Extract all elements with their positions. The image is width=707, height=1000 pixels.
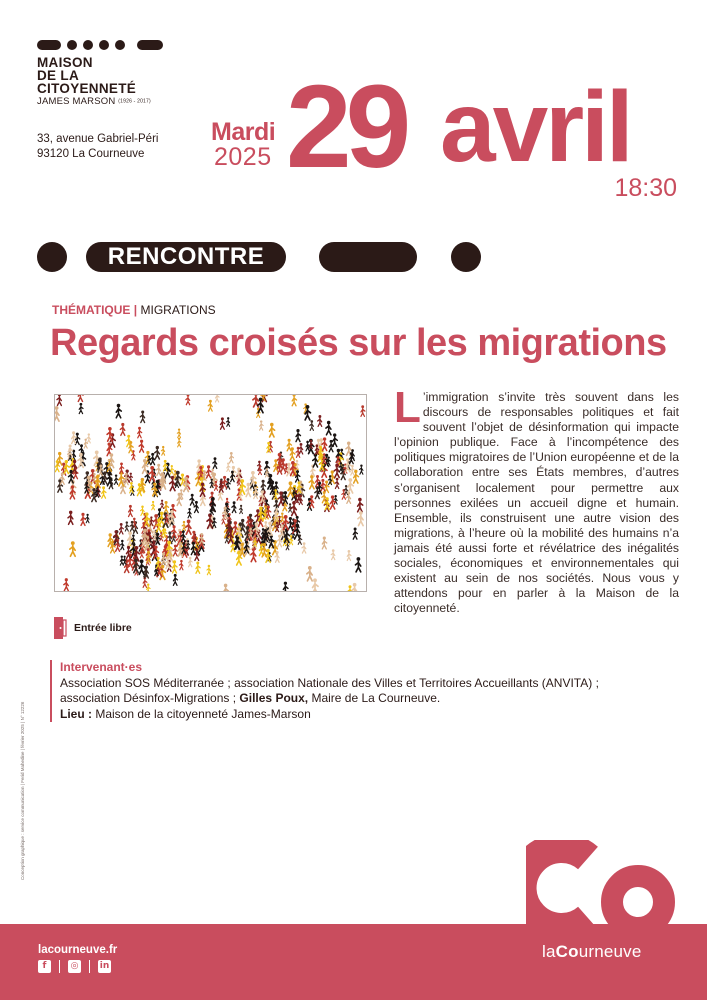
facebook-icon[interactable]: f [38, 960, 51, 973]
event-day: 29 [286, 61, 406, 193]
speaker-name: Gilles Poux, [239, 691, 309, 705]
walking-figure [226, 417, 229, 426]
walking-figure [313, 453, 318, 467]
walking-figure [115, 475, 119, 485]
walking-figure [221, 417, 225, 429]
walking-figure [151, 501, 154, 510]
walking-figure [333, 433, 338, 446]
website-link[interactable]: lacourneuve.fr [38, 944, 118, 956]
walking-figure [347, 550, 351, 560]
speakers-line-2: association Désinfox-Migrations ; Gilles Poux, Maire de La Courneuve. [60, 691, 441, 705]
walking-figure [358, 498, 363, 512]
walking-figure [116, 404, 121, 418]
walking-figure [178, 438, 181, 447]
walking-figure [79, 403, 83, 414]
walking-figure [305, 405, 310, 420]
walking-figure [173, 545, 177, 556]
walking-figure [160, 475, 165, 489]
walking-figure [251, 471, 256, 486]
design-credit: Conception graphique : service communication | Ferid Mahedine | février 2025 | N° 12226 [20, 701, 25, 880]
address [37, 132, 158, 162]
walking-figure [160, 565, 165, 580]
thematique-separator: | [133, 303, 138, 317]
walking-figure [130, 482, 134, 493]
walking-figure [280, 512, 284, 522]
walking-figure [175, 471, 180, 486]
thematique-label: THÉMATIQUE [52, 303, 131, 317]
walking-figure [331, 549, 335, 559]
walking-figure [123, 556, 126, 565]
walking-figure [230, 452, 234, 463]
walking-figure [57, 395, 61, 405]
event-time: 18:30 [614, 174, 677, 202]
walking-figure [75, 433, 79, 445]
social-links [38, 960, 111, 973]
walking-figure [130, 521, 134, 531]
walking-figure [126, 546, 131, 559]
walking-figure [177, 428, 180, 437]
walking-figure [188, 508, 192, 518]
walking-figure [213, 517, 217, 527]
walking-figure [330, 495, 335, 509]
walking-figure [335, 478, 339, 489]
event-type-label: RENCONTRE [107, 243, 265, 270]
walking-figure [283, 582, 288, 592]
walking-figure [354, 470, 359, 483]
walking-figure [213, 457, 217, 468]
walking-figure [108, 533, 113, 546]
walking-figure [86, 514, 89, 523]
walking-figure [267, 506, 271, 518]
walking-figure [310, 420, 314, 430]
walking-figure [190, 494, 194, 505]
walking-figure [307, 566, 312, 581]
event-type-pill [86, 242, 286, 272]
walking-figure [129, 441, 133, 453]
logo-dots [37, 40, 163, 50]
walking-figure [277, 535, 281, 547]
footer [0, 924, 707, 1000]
walking-figure [210, 506, 213, 515]
walking-figure [291, 501, 296, 515]
walking-figure [87, 433, 90, 443]
walking-figure [170, 465, 173, 474]
walking-figure [289, 535, 292, 545]
walking-figure [55, 406, 59, 421]
walking-figure [233, 521, 238, 535]
linkedin-icon[interactable]: in [99, 961, 110, 971]
logo-title: MAISON DE LA CITOYENNETÉ [37, 55, 137, 96]
co-big-logo [526, 840, 676, 930]
walking-figure [186, 395, 190, 405]
migration-crowd-illustration [54, 394, 367, 592]
event-month: avril [440, 71, 631, 183]
walking-figure [351, 465, 355, 475]
walking-figure [240, 479, 245, 494]
walking-figure [189, 557, 193, 567]
walking-figure [309, 495, 313, 507]
walking-figure [265, 468, 268, 477]
walking-figure [119, 523, 123, 534]
walking-figure [125, 521, 128, 531]
thematique-value: MIGRATIONS [140, 303, 216, 317]
venue-label: Lieu : [60, 706, 92, 721]
walking-figure [261, 480, 265, 492]
walking-figure [68, 511, 73, 525]
walking-figure [302, 542, 306, 553]
walking-figure [283, 515, 288, 530]
walking-figure [318, 415, 322, 426]
walking-figure [186, 519, 191, 534]
walking-figure [270, 482, 275, 495]
band-dot-left [37, 242, 67, 272]
walking-figure [223, 584, 228, 592]
walking-figure [81, 513, 86, 526]
walking-figure [173, 574, 177, 585]
speakers-heading: Intervenant·es [60, 660, 143, 674]
crowd-figures [55, 395, 367, 592]
dropcap: L [394, 383, 421, 432]
walking-figure [102, 486, 106, 498]
walking-figure [207, 513, 212, 528]
walking-figure [358, 511, 363, 525]
venue-line [60, 707, 599, 723]
walking-figure [182, 521, 185, 531]
walking-figure [58, 452, 63, 465]
walking-figure [355, 557, 360, 572]
walking-figure [353, 527, 357, 539]
walking-figure [296, 470, 300, 482]
walking-figure [344, 485, 347, 495]
entry-info [54, 617, 132, 639]
walking-figure [254, 487, 258, 499]
walking-figure [141, 505, 145, 515]
walking-figure [72, 431, 76, 443]
walking-figure [216, 395, 220, 402]
walking-figure [152, 483, 157, 496]
walking-figure [223, 476, 227, 488]
event-description [394, 383, 679, 616]
walking-figure [318, 482, 322, 494]
address-line-1: 33, avenue Gabriel-Péri [37, 133, 159, 145]
walking-figure [208, 400, 212, 411]
walking-figure [321, 479, 325, 491]
walking-figure [299, 443, 303, 454]
walking-figure [155, 446, 160, 459]
walking-figure [163, 528, 166, 537]
walking-figure [270, 423, 275, 437]
la-courneuve-brand: laCourneuve [542, 942, 642, 961]
walking-figure [173, 560, 178, 573]
walking-figure [196, 562, 200, 574]
walking-figure [140, 410, 144, 422]
description-text: ’immigration s’invite très souvent dans les discours de responsables politiques et fait souvent l’objet de désinformation qui impacte l’opinion publique. Face à l’incompétence des politiques migratoires de l’Union européenne et de la collaboration entre ses États membres, d’autres s’organisent localement pour permettre aux personnes exilées un accueil digne et humain. Ensemble, ils construisent une autre vision des migrations, à l’heure où la mobilité des humains n’a jamais été aussi forte et révélatrice des inégalités sociales, économiques et environnementales qui existent au sein de nos sociétés. Nous vous y attendons pour en parler à la Maison de la citoyenneté. [394, 390, 679, 616]
event-weekday: Mardi [211, 118, 276, 146]
walking-figure [165, 556, 169, 568]
walking-figure [126, 435, 130, 447]
walking-figure [290, 447, 295, 460]
venue-value: Maison de la citoyenneté James-Marson [95, 706, 311, 721]
walking-figure [223, 507, 228, 520]
logo-dates: (1926 - 2017) [118, 98, 151, 105]
walking-figure [139, 440, 143, 452]
walking-figure [64, 460, 69, 473]
walking-figure [239, 505, 242, 514]
walking-figure [334, 464, 339, 478]
walking-figure [149, 466, 154, 481]
walking-figure [129, 473, 132, 482]
walking-figure [359, 465, 362, 475]
walking-figure [326, 421, 331, 435]
walking-figure [129, 505, 133, 517]
walking-figure [309, 475, 314, 489]
walking-figure [207, 565, 211, 575]
walking-figure [70, 541, 75, 556]
walking-figure [64, 578, 68, 590]
walking-figure [160, 500, 163, 509]
walking-figure [156, 464, 160, 476]
logo-subtitle: JAMES MARSON (1926 - 2017) [37, 96, 151, 107]
walking-figure [191, 542, 196, 555]
band-pill-right [319, 242, 417, 272]
walking-figure [179, 560, 183, 570]
event-year: 2025 [214, 143, 272, 171]
walking-figure [134, 546, 139, 561]
band-dot-right [451, 242, 481, 272]
walking-figure [120, 540, 124, 550]
walking-figure [227, 462, 230, 471]
walking-figure [348, 478, 353, 493]
walking-figure [207, 465, 212, 478]
speakers-line-1: Association SOS Méditerranée ; association Nationale des Villes et Territoires Accueillants (ANVITA) ; [60, 675, 599, 690]
walking-figure [60, 472, 64, 484]
walking-figure [211, 469, 214, 479]
walking-figure [139, 559, 144, 574]
walking-figure [288, 481, 293, 496]
entry-label: Entrée libre [74, 622, 132, 634]
walking-figure [352, 583, 357, 592]
walking-figure [150, 453, 154, 465]
walking-figure [240, 543, 245, 557]
speakers-block [50, 660, 599, 722]
walking-figure [194, 501, 198, 513]
walking-figure [154, 545, 159, 558]
walking-figure [322, 537, 326, 549]
walking-figure [78, 395, 83, 401]
walking-figure [296, 429, 301, 442]
walking-figure [346, 458, 351, 472]
walking-figure [278, 491, 283, 505]
walking-figure [164, 501, 168, 513]
address-line-2: 93120 La Courneuve [37, 148, 145, 160]
door-icon [54, 617, 68, 639]
walking-figure [161, 446, 164, 455]
walking-figure [313, 578, 318, 592]
instagram-icon[interactable]: ◎ [68, 960, 81, 973]
thematique [52, 303, 216, 317]
walking-figure [260, 420, 264, 430]
walking-figure [147, 584, 150, 592]
maison-citoyennete-logo [37, 40, 163, 107]
walking-figure [120, 423, 124, 435]
walking-figure [138, 427, 142, 438]
walking-figure [292, 395, 296, 406]
walking-figure [232, 501, 236, 512]
walking-figure [322, 491, 326, 503]
walking-figure [348, 585, 352, 592]
walking-figure [107, 427, 112, 441]
walking-figure [361, 405, 365, 416]
walking-figure [278, 461, 283, 474]
event-title: Regards croisés sur les migrations [50, 322, 667, 364]
walking-figure [251, 547, 256, 561]
